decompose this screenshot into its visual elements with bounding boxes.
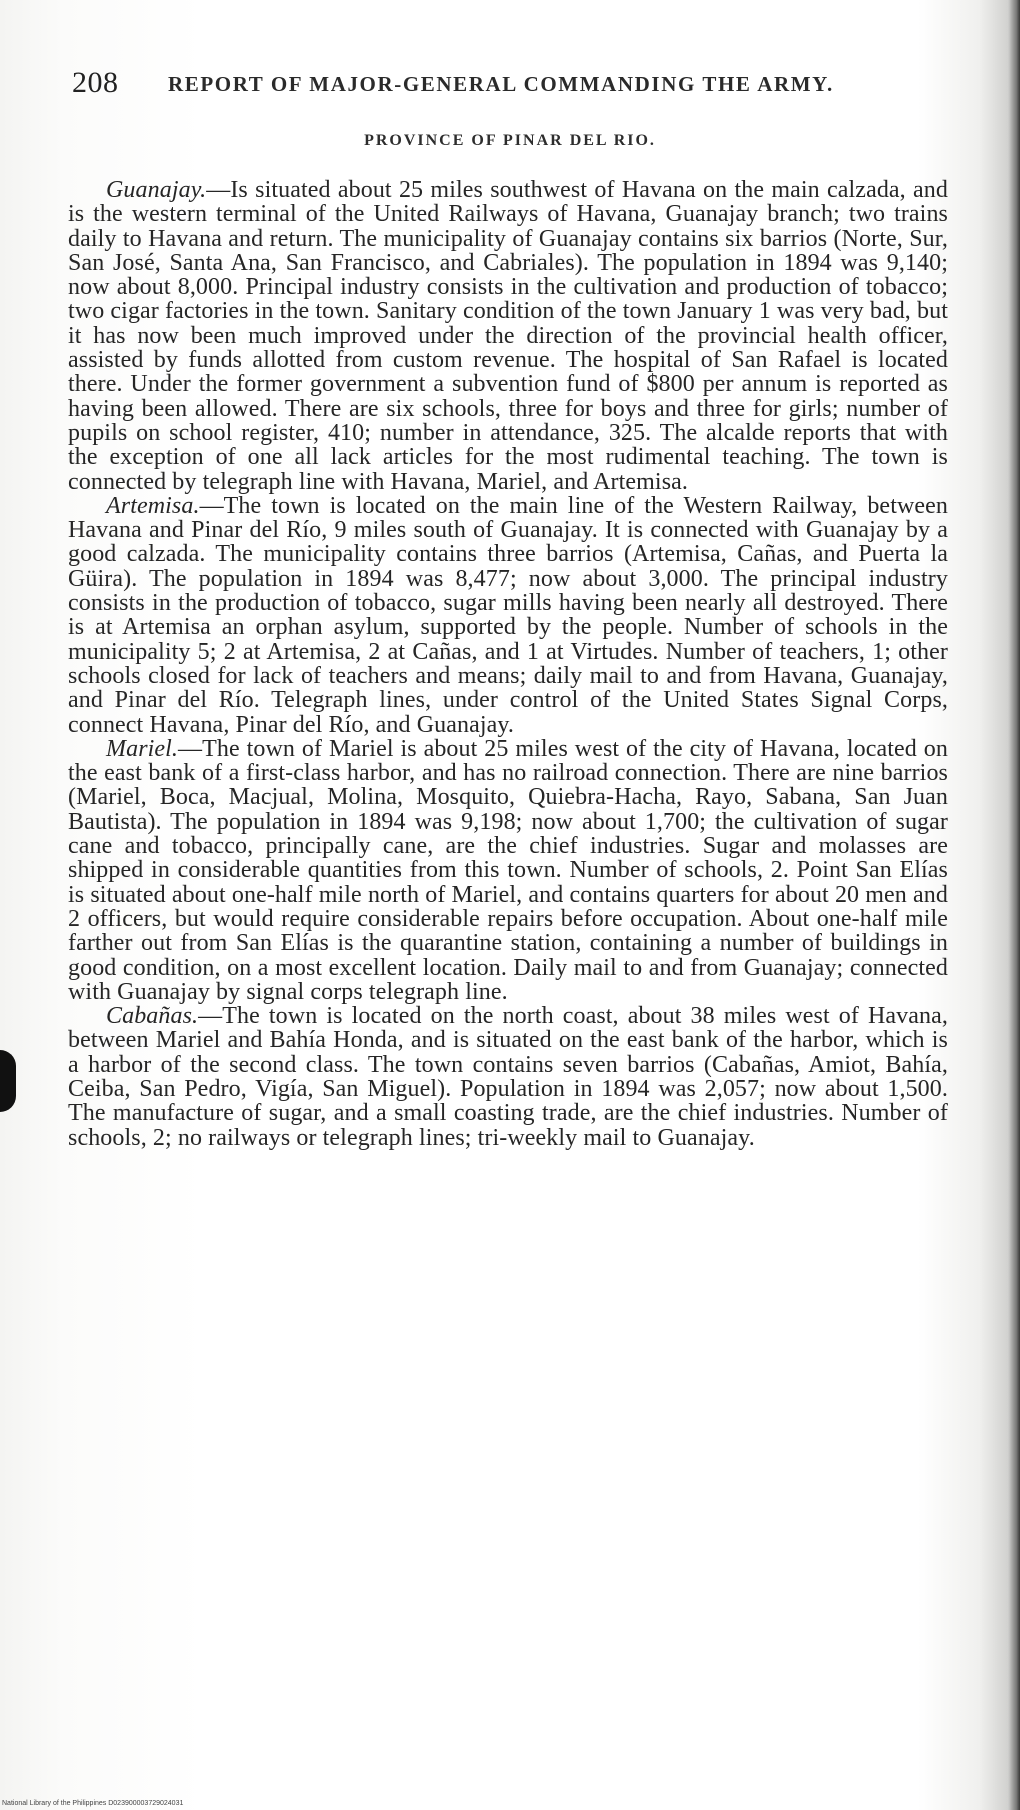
section-title: PROVINCE OF PINAR DEL RIO. [364,132,656,149]
place-name: Mariel. [106,735,179,762]
paragraph-text: —Is situated about 25 miles southwest of Havana on the main calzada, and is the western terminal of the United Railways of Havana, Guanajay branch; two trains daily to Havana and return. The municipality of Guanajay contains six barrios (Norte, Sur, San José, Santa Ana, San Francisco, and Cabriales). The population in 1894 was 9,140; now about 8,000. Principal industry consists in the cultivation and production of tobacco; two cigar factories in the town. Sanitary condition of the town January 1 was very bad, but it has now been much improved under the direction of the provincial health officer, assisted by funds allotted from custom revenue. The hospital of San Rafael is located there. Under the former government a subvention fund of $800 per annum is reported as having been allowed. There are six schools, three for boys and three for girls; number of pupils on school register, 410; number in attendance, 325. The alcalde reports that with the exception of one all lack articles for the most rudimental teaching. The town is connected by telegraph line with Havana, Mariel, and Artemisa. [68,177,948,495]
place-name: Cabañas. [106,1003,199,1030]
paragraph-cabanas [68,1004,948,1150]
place-name: Artemisa. [106,492,200,519]
paragraph-text: —The town of Mariel is about 25 miles west of the city of Havana, located on the east bank of a first-class harbor, and has no railroad connection. There are nine barrios (Mariel, Boca, Macjual, Molina, Mosquito, Quiebra-Hacha, Rayo, Sabana, San Juan Bautista). The population in 1894 was 9,198; now about 1,700; the cultivation of sugar cane and tobacco, principally cane, are the chief industries. Sugar and molasses are shipped in considerable quantities from this town. Number of schools, 2. Point San Elías is situated about one-half mile north of Mariel, and contains quarters for about 20 men and 2 officers, but would require considerable repairs before occupation. About one-half mile farther out from San Elías is the quarantine station, containing a number of buildings in good condition, on a most excellent location. Daily mail to and from Guanajay; connected with Guanajay by signal corps telegraph line. [68,735,948,1005]
paragraph-text: —The town is located on the main line of the Western Railway, between Havana and Pinar del Río, 9 miles south of Guanajay. It is connected with Guanajay by a good calzada. The municipality contains three barrios (Artemisa, Cañas, and Puerta la Güira). The population in 1894 was 8,477; now about 3,000. The principal industry consists in the production of tobacco, sugar mills having been nearly all destroyed. There is at Artemisa an orphan asylum, supported by the people. Number of schools in the municipality 5; 2 at Artemisa, 2 at Cañas, and 1 at Virtudes. Number of teachers, 1; other schools closed for lack of teachers and means; daily mail to and from Havana, Guanajay, and Pinar del Río. Telegraph lines, under control of the United States Signal Corps, connect Havana, Pinar del Río, and Guanajay. [68,492,948,738]
running-head: REPORT OF MAJOR-GENERAL COMMANDING THE ARMY. [168,72,834,96]
margin-ink-mark [0,1050,16,1112]
paragraph-text: —The town is located on the north coast, about 38 miles west of Havana, between Mariel and Bahía Honda, and is situated on the east bank of the harbor, which is a harbor of the second class. The town contains seven barrios (Cabañas, Amiot, Bahía, Ceiba, San Pedro, Vigía, San Miguel). Population in 1894 was 2,057; now about 1,500. The manufacture of sugar, and a small coasting trade, are the chief industries. Number of schools, 2; no railways or telegraph lines; tri-weekly mail to Guanajay. [68,1003,948,1151]
paragraph-artemisa [68,494,948,737]
footer-credit: National Library of the Philippines D023900003729024031 [2,1800,184,1807]
paragraph-mariel [68,737,948,1004]
page-header [72,66,932,106]
body-text [68,178,948,1150]
paragraph-guanajay [68,178,948,494]
spine-shadow [1008,0,1020,1810]
page-number: 208 [72,66,119,99]
place-name: Guanajay. [106,177,207,203]
